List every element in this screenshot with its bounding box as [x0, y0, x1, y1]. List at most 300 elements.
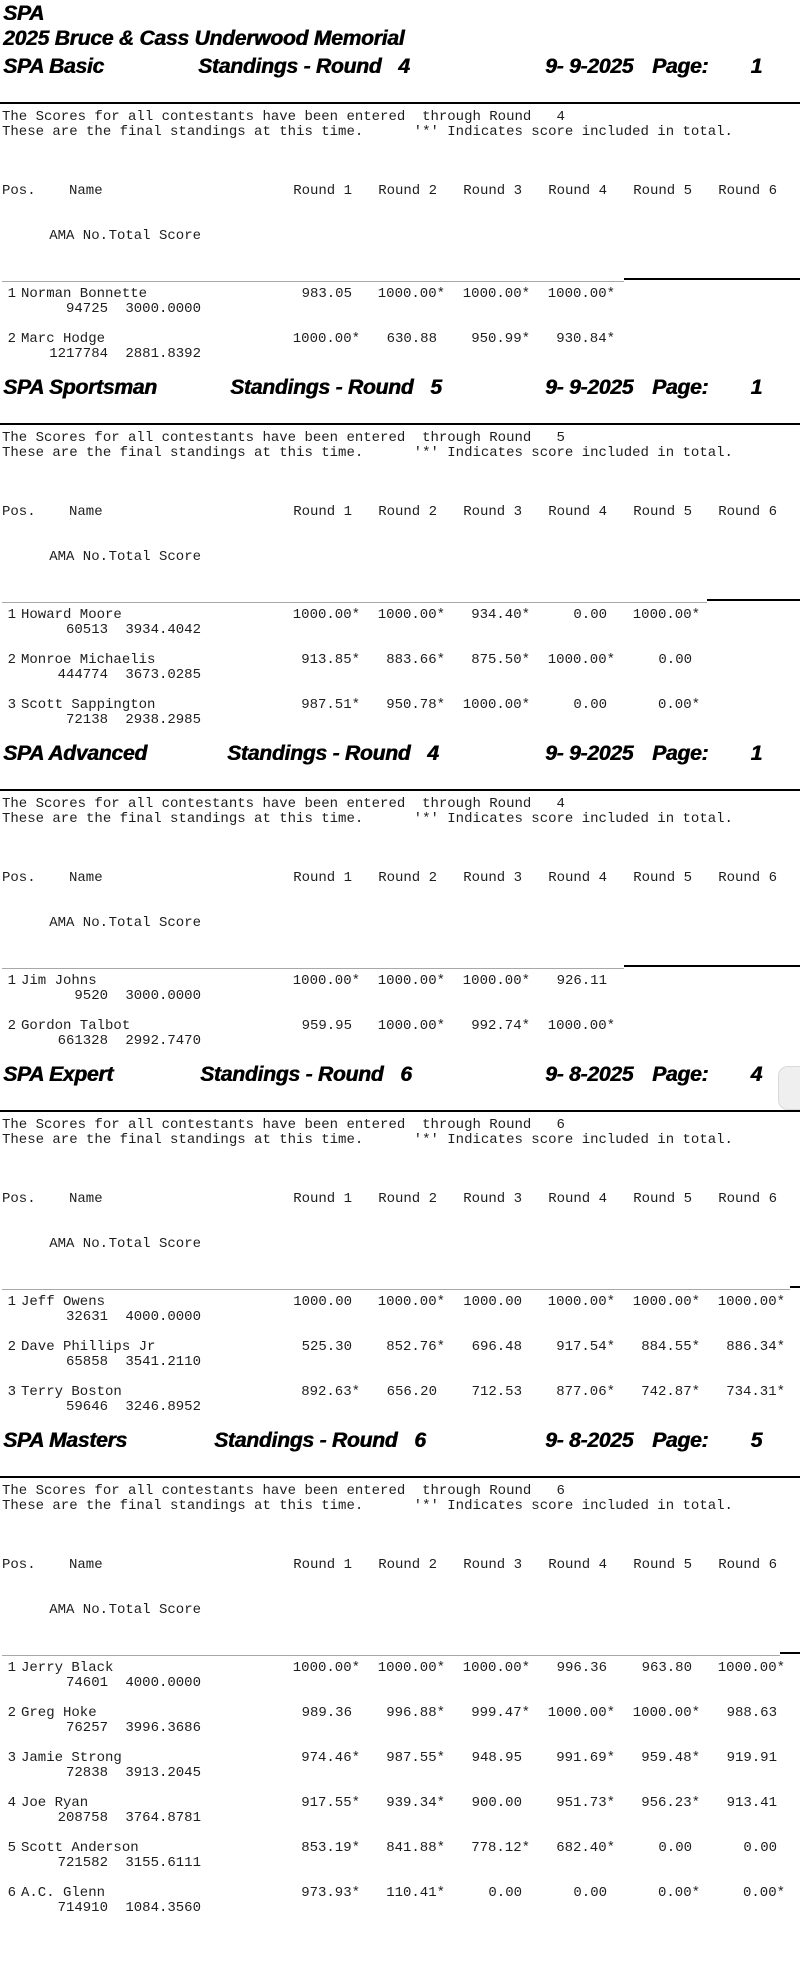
row-name: Marc Hodge [21, 331, 106, 347]
row-total-score: 3155.6111 [125, 1855, 201, 1871]
note-line-1: The Scores for all contestants have been entered through Round 4 [2, 109, 565, 125]
row-total-score: 2881.8392 [125, 346, 201, 362]
header-divider [0, 277, 800, 285]
round-header: Round 1 [293, 1557, 352, 1573]
round-header: Round 3 [463, 870, 522, 886]
column-headers [0, 1162, 800, 1282]
row-position: 1 [7, 286, 16, 302]
score-cell: 948.95 [471, 1750, 522, 1766]
divider-gray-line [2, 1655, 780, 1656]
row-position: 1 [7, 1294, 16, 1310]
row-ama-number: 65858 [65, 1354, 108, 1370]
score-cell: 913.85* [301, 652, 360, 668]
round-header: Round 3 [463, 504, 522, 520]
row-line-2 [0, 623, 800, 638]
row-line-1 [0, 653, 800, 668]
score-cell: 841.88* [386, 1840, 445, 1856]
score-cell: 996.36 [556, 1660, 607, 1676]
note-line-1: The Scores for all contestants have been entered through Round 6 [2, 1483, 565, 1499]
row-line-2 [0, 713, 800, 728]
section-header [0, 377, 800, 403]
score-cell: 0.00 [658, 1840, 692, 1856]
header-divider [0, 964, 800, 972]
row-total-score: 2938.2985 [125, 712, 201, 728]
row-line-2 [0, 1034, 800, 1049]
round-header: Round 1 [293, 504, 352, 520]
standings-row [0, 332, 800, 362]
score-cell: 1000.00* [377, 1018, 445, 1034]
rows-container [0, 608, 800, 728]
section-rule [0, 1476, 800, 1478]
round-header: Round 5 [633, 1191, 692, 1207]
row-line-2 [0, 347, 800, 362]
note-line-1: The Scores for all contestants have been entered through Round 6 [2, 1117, 565, 1133]
pos-header: Pos. [2, 183, 36, 199]
total-header: Total Score [108, 549, 201, 565]
column-headers [0, 841, 800, 961]
score-cell: 919.91 [726, 1750, 777, 1766]
standings-row [0, 1661, 800, 1691]
score-cell: 0.00 [658, 652, 692, 668]
section-header [0, 1430, 800, 1456]
score-cell: 682.40* [556, 1840, 615, 1856]
row-name: Howard Moore [21, 607, 122, 623]
score-cell: 956.23* [641, 1795, 700, 1811]
standings-section [0, 1430, 800, 1916]
standings-row [0, 974, 800, 1004]
row-position: 3 [7, 1384, 16, 1400]
section-standings-round: Standings - Round 4 [227, 742, 439, 765]
row-total-score: 3541.2110 [125, 1354, 201, 1370]
row-total-score: 3673.0285 [125, 667, 201, 683]
round-header: Round 6 [718, 504, 777, 520]
row-line-1 [0, 1019, 800, 1034]
score-cell: 884.55* [641, 1339, 700, 1355]
score-cell: 1000.00* [632, 607, 700, 623]
score-cell: 917.55* [301, 1795, 360, 1811]
standings-row [0, 1340, 800, 1370]
round-header: Round 5 [633, 183, 692, 199]
rows-container [0, 1295, 800, 1415]
row-name: Greg Hoke [21, 1705, 97, 1721]
score-cell: 959.95 [301, 1018, 352, 1034]
rows-container [0, 1661, 800, 1916]
row-total-score: 2992.7470 [125, 1033, 201, 1049]
ama-header: AMA No. [49, 549, 108, 565]
row-ama-number: 60513 [65, 622, 108, 638]
section-date: 9- 9-2025 [545, 376, 634, 399]
total-header: Total Score [108, 915, 201, 931]
score-cell: 1000.00* [547, 1705, 615, 1721]
total-header: Total Score [108, 1602, 201, 1618]
row-line-2 [0, 1355, 800, 1370]
round-header: Round 3 [463, 1191, 522, 1207]
total-header: Total Score [108, 228, 201, 244]
pos-header: Pos. [2, 504, 36, 520]
score-cell: 712.53 [471, 1384, 522, 1400]
name-header: Name [69, 504, 103, 520]
score-cell: 778.12* [471, 1840, 530, 1856]
score-cell: 992.74* [471, 1018, 530, 1034]
page-number: 4 [750, 1063, 762, 1086]
standings-row [0, 1796, 800, 1826]
section-header [0, 1064, 800, 1090]
page-label: Page: [652, 1429, 709, 1452]
score-cell: 1000.00* [292, 973, 360, 989]
note-line-2: These are the final standings at this time. '*' Indicates score included in total. [2, 445, 733, 461]
round-header: Round 5 [633, 870, 692, 886]
column-headers [0, 154, 800, 274]
score-cell: 877.06* [556, 1384, 615, 1400]
standings-section [0, 743, 800, 1049]
section-date: 9- 8-2025 [545, 1429, 634, 1452]
score-cell: 1000.00* [462, 286, 530, 302]
page-label: Page: [652, 376, 709, 399]
divider-gray-line [2, 968, 624, 969]
score-cell: 991.69* [556, 1750, 615, 1766]
pos-header: Pos. [2, 870, 36, 886]
score-cell: 1000.00 [293, 1294, 352, 1310]
divider-black-line [780, 1652, 800, 1654]
score-cell: 996.88* [386, 1705, 445, 1721]
round-header: Round 1 [293, 183, 352, 199]
row-ama-number: 714910 [57, 1900, 108, 1916]
row-total-score: 4000.0000 [125, 1309, 201, 1325]
divider-gray-line [2, 281, 624, 282]
total-header: Total Score [108, 1236, 201, 1252]
score-cell: 1000.00* [547, 652, 615, 668]
row-ama-number: 76257 [65, 1720, 108, 1736]
score-cell: 0.00 [743, 1840, 777, 1856]
standings-section [0, 56, 800, 362]
round-header: Round 2 [378, 1557, 437, 1573]
column-header-line-1 [0, 184, 800, 199]
ama-header: AMA No. [49, 228, 108, 244]
score-cell: 696.48 [471, 1339, 522, 1355]
row-line-2 [0, 989, 800, 1004]
row-position: 2 [7, 331, 16, 347]
row-ama-number: 72838 [65, 1765, 108, 1781]
row-line-2 [0, 1310, 800, 1325]
standings-section [0, 377, 800, 728]
section-standings-round: Standings - Round 4 [198, 55, 410, 78]
round-header: Round 4 [548, 183, 607, 199]
score-cell: 0.00* [657, 697, 700, 713]
page-label: Page: [652, 55, 709, 78]
row-name: Scott Sappington [21, 697, 156, 713]
note-line-2: These are the final standings at this time. '*' Indicates score included in total. [2, 811, 733, 827]
score-cell: 734.31* [726, 1384, 785, 1400]
round-header: Round 6 [718, 183, 777, 199]
score-cell: 0.00 [488, 1885, 522, 1901]
section-title: SPA Advanced [3, 742, 147, 765]
column-header-line-1 [0, 505, 800, 520]
row-ama-number: 72138 [65, 712, 108, 728]
score-cell: 900.00 [471, 1795, 522, 1811]
round-header: Round 3 [463, 183, 522, 199]
divider-black-line [624, 278, 800, 280]
score-cell: 630.88 [386, 331, 437, 347]
score-cell: 1000.00* [377, 973, 445, 989]
column-header-line-2 [0, 1237, 800, 1252]
round-header: Round 2 [378, 504, 437, 520]
row-line-1 [0, 287, 800, 302]
row-name: Jeff Owens [21, 1294, 106, 1310]
ama-header: AMA No. [49, 1602, 108, 1618]
row-total-score: 3913.2045 [125, 1765, 201, 1781]
round-header: Round 5 [633, 504, 692, 520]
round-header: Round 2 [378, 1191, 437, 1207]
row-position: 3 [7, 1750, 16, 1766]
pos-header: Pos. [2, 1557, 36, 1573]
row-total-score: 3996.3686 [125, 1720, 201, 1736]
section-title: SPA Masters [3, 1429, 127, 1452]
score-cell: 1000.00* [717, 1660, 785, 1676]
round-header: Round 6 [718, 870, 777, 886]
column-header-line-2 [0, 229, 800, 244]
score-cell: 951.73* [556, 1795, 615, 1811]
score-cell: 1000.00* [632, 1294, 700, 1310]
score-cell: 0.00 [573, 697, 607, 713]
row-ama-number: 1217784 [49, 346, 108, 362]
row-total-score: 1084.3560 [125, 1900, 201, 1916]
section-rule [0, 1110, 800, 1112]
round-header: Round 1 [293, 1191, 352, 1207]
row-line-1 [0, 1706, 800, 1721]
row-ama-number: 59646 [65, 1399, 108, 1415]
row-ama-number: 661328 [57, 1033, 108, 1049]
round-header: Round 6 [718, 1191, 777, 1207]
section-title: SPA Basic [3, 55, 104, 78]
row-line-1 [0, 1340, 800, 1355]
score-cell: 959.48* [641, 1750, 700, 1766]
standings-row [0, 1706, 800, 1736]
note-line-2: These are the final standings at this time. '*' Indicates score included in total. [2, 1132, 733, 1148]
section-standings-round: Standings - Round 6 [214, 1429, 426, 1452]
row-total-score: 3000.0000 [125, 988, 201, 1004]
name-header: Name [69, 1191, 103, 1207]
standings-row [0, 1841, 800, 1871]
row-line-2 [0, 1811, 800, 1826]
row-line-1 [0, 1796, 800, 1811]
score-cell: 1000.00* [377, 286, 445, 302]
score-cell: 1000.00* [377, 607, 445, 623]
name-header: Name [69, 870, 103, 886]
section-header [0, 56, 800, 82]
round-header: Round 2 [378, 183, 437, 199]
column-headers [0, 1528, 800, 1648]
section-standings-round: Standings - Round 5 [230, 376, 442, 399]
row-ama-number: 444774 [57, 667, 108, 683]
row-total-score: 4000.0000 [125, 1675, 201, 1691]
doc-subtitle: 2025 Bruce & Cass Underwood Memorial [3, 27, 405, 50]
row-total-score: 3934.4042 [125, 622, 201, 638]
pos-header: Pos. [2, 1191, 36, 1207]
row-name: Norman Bonnette [21, 286, 148, 302]
score-cell: 1000.00* [547, 1294, 615, 1310]
section-rule [0, 789, 800, 791]
row-line-2 [0, 1901, 800, 1916]
score-cell: 913.41 [726, 1795, 777, 1811]
score-cell: 0.00* [742, 1885, 785, 1901]
doc-title: SPA [3, 2, 45, 25]
row-line-1 [0, 608, 800, 623]
note-line-1: The Scores for all contestants have been entered through Round 5 [2, 430, 565, 446]
column-header-line-2 [0, 1603, 800, 1618]
round-header: Round 3 [463, 1557, 522, 1573]
column-headers [0, 475, 800, 595]
score-cell: 1000.00 [463, 1294, 522, 1310]
round-header: Round 4 [548, 504, 607, 520]
standings-row [0, 1385, 800, 1415]
note-line-2: These are the final standings at this time. '*' Indicates score included in total. [2, 1498, 733, 1514]
row-total-score: 3246.8952 [125, 1399, 201, 1415]
section-date: 9- 9-2025 [545, 55, 634, 78]
row-line-2 [0, 1856, 800, 1871]
column-header-line-1 [0, 871, 800, 886]
page-number: 5 [750, 1429, 762, 1452]
score-cell: 853.19* [301, 1840, 360, 1856]
row-line-2 [0, 668, 800, 683]
round-header: Round 4 [548, 870, 607, 886]
standings-row [0, 653, 800, 683]
page-label: Page: [652, 742, 709, 765]
standings-row [0, 1295, 800, 1325]
row-line-1 [0, 1295, 800, 1310]
score-cell: 1000.00* [462, 973, 530, 989]
standings-row [0, 1751, 800, 1781]
score-cell: 989.36 [301, 1705, 352, 1721]
row-line-1 [0, 1385, 800, 1400]
score-cell: 987.51* [301, 697, 360, 713]
name-header: Name [69, 183, 103, 199]
row-total-score: 3000.0000 [125, 301, 201, 317]
score-cell: 1000.00* [377, 1294, 445, 1310]
divider-black-line [707, 599, 800, 601]
row-name: Monroe Michaelis [21, 652, 156, 668]
score-cell: 1000.00* [292, 1660, 360, 1676]
sections-container [0, 56, 800, 1916]
row-position: 1 [7, 1660, 16, 1676]
row-ama-number: 208758 [57, 1810, 108, 1826]
row-name: Terry Boston [21, 1384, 122, 1400]
row-name: Joe Ryan [21, 1795, 89, 1811]
score-cell: 0.00 [573, 1885, 607, 1901]
score-cell: 742.87* [641, 1384, 700, 1400]
standings-row [0, 1019, 800, 1049]
section-date: 9- 9-2025 [545, 742, 634, 765]
page-number: 1 [750, 55, 762, 78]
page-label: Page: [652, 1063, 709, 1086]
row-line-1 [0, 1886, 800, 1901]
score-cell: 852.76* [386, 1339, 445, 1355]
score-cell: 1000.00* [292, 607, 360, 623]
score-cell: 939.34* [386, 1795, 445, 1811]
score-cell: 1000.00* [547, 1018, 615, 1034]
score-cell: 983.05 [301, 286, 352, 302]
row-position: 1 [7, 973, 16, 989]
row-name: Gordon Talbot [21, 1018, 131, 1034]
section-rule [0, 423, 800, 425]
score-cell: 1000.00* [462, 697, 530, 713]
row-position: 3 [7, 697, 16, 713]
row-line-2 [0, 302, 800, 317]
row-name: A.C. Glenn [21, 1885, 106, 1901]
row-ama-number: 32631 [65, 1309, 108, 1325]
score-cell: 999.47* [471, 1705, 530, 1721]
score-cell: 1000.00* [632, 1705, 700, 1721]
row-line-2 [0, 1676, 800, 1691]
divider-black-line [790, 1286, 800, 1288]
section-title: SPA Expert [3, 1063, 114, 1086]
score-cell: 0.00* [657, 1885, 700, 1901]
row-name: Scott Anderson [21, 1840, 139, 1856]
score-cell: 988.63 [726, 1705, 777, 1721]
row-position: 2 [7, 1339, 16, 1355]
score-cell: 934.40* [471, 607, 530, 623]
score-cell: 1000.00* [717, 1294, 785, 1310]
score-cell: 886.34* [726, 1339, 785, 1355]
divider-gray-line [2, 1289, 790, 1290]
score-cell: 0.00 [573, 607, 607, 623]
header-divider [0, 598, 800, 606]
score-cell: 950.78* [386, 697, 445, 713]
note-line-1: The Scores for all contestants have been entered through Round 4 [2, 796, 565, 812]
row-line-2 [0, 1766, 800, 1781]
row-ama-number: 721582 [57, 1855, 108, 1871]
score-cell: 883.66* [386, 652, 445, 668]
row-position: 1 [7, 607, 16, 623]
rows-container [0, 974, 800, 1049]
name-header: Name [69, 1557, 103, 1573]
rows-container [0, 287, 800, 362]
round-header: Round 1 [293, 870, 352, 886]
header-divider [0, 1285, 800, 1293]
row-line-1 [0, 1841, 800, 1856]
column-header-line-2 [0, 550, 800, 565]
score-cell: 656.20 [386, 1384, 437, 1400]
round-header: Round 2 [378, 870, 437, 886]
standings-row [0, 698, 800, 728]
standings-row [0, 608, 800, 638]
section-header [0, 743, 800, 769]
standings-row [0, 287, 800, 317]
score-cell: 1000.00* [377, 1660, 445, 1676]
header-divider [0, 1651, 800, 1659]
round-header: Round 5 [633, 1557, 692, 1573]
score-cell: 973.93* [301, 1885, 360, 1901]
column-header-line-1 [0, 1558, 800, 1573]
divider-black-line [624, 965, 800, 967]
row-ama-number: 9520 [74, 988, 108, 1004]
row-ama-number: 94725 [65, 301, 108, 317]
ama-header: AMA No. [49, 915, 108, 931]
scrollbar-thumb[interactable] [778, 1066, 800, 1110]
section-date: 9- 8-2025 [545, 1063, 634, 1086]
row-name: Dave Phillips Jr [21, 1339, 156, 1355]
note-line-2: These are the final standings at this time. '*' Indicates score included in total. [2, 124, 733, 140]
row-total-score: 3764.8781 [125, 1810, 201, 1826]
score-cell: 963.80 [641, 1660, 692, 1676]
score-cell: 875.50* [471, 652, 530, 668]
row-line-1 [0, 974, 800, 989]
score-cell: 1000.00* [462, 1660, 530, 1676]
row-position: 6 [7, 1885, 16, 1901]
row-position: 4 [7, 1795, 16, 1811]
round-header: Round 4 [548, 1191, 607, 1207]
score-cell: 987.55* [386, 1750, 445, 1766]
row-position: 5 [7, 1840, 16, 1856]
